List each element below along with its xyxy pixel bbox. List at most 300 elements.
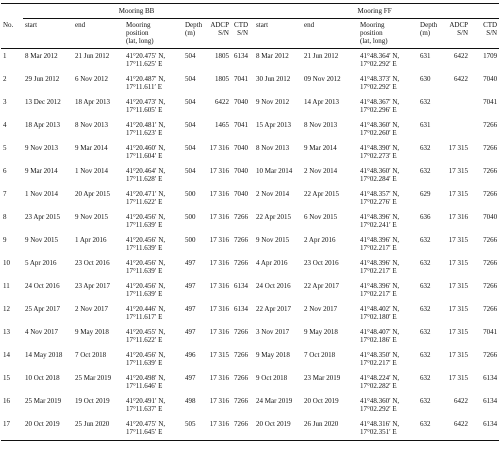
position-lat: 41°20.475′ N, — [126, 52, 166, 60]
position-lat: 41°48.402′ N, — [360, 305, 400, 313]
cell-ff-end: 9 May 2018 — [304, 328, 338, 336]
cell-ff-position — [358, 49, 418, 73]
header-bb-adcp: ADCP S/N — [210, 21, 229, 37]
position-lon: 17°11.625′ E — [126, 60, 163, 68]
table-row — [1, 187, 499, 210]
cell-bb-depth: 504 — [185, 98, 196, 106]
table-row — [1, 348, 499, 371]
table-row — [1, 164, 499, 187]
cell-ff-end: 2 Nov 2014 — [304, 167, 338, 175]
position-lat: 41°20.456′ N, — [126, 213, 166, 221]
header-ff-start: start — [256, 21, 269, 29]
cell-no: 11 — [3, 282, 10, 290]
cell-bb-depth: 504 — [185, 167, 196, 175]
position-lon: 17°02.241′ E — [360, 221, 397, 229]
header-bb-start: start — [25, 21, 38, 29]
table-row — [1, 394, 499, 417]
cell-bb-position — [124, 72, 183, 95]
table-row — [1, 95, 499, 118]
position-lon: 17°02.292′ E — [360, 405, 397, 413]
cell-ff-start: 9 Oct 2018 — [256, 374, 288, 382]
cell-ff-start: 9 May 2018 — [256, 351, 290, 359]
cell-ff-position — [358, 141, 418, 164]
position-lat: 41°48.350′ N, — [360, 351, 400, 359]
cell-bb-start: 5 Apr 2016 — [25, 259, 57, 267]
cell-bb-end: 9 Mar 2014 — [75, 144, 108, 152]
cell-ff-ctd: 6134 — [470, 417, 499, 441]
cell-bb-position — [124, 279, 183, 302]
cell-ff-adcp — [443, 118, 470, 141]
position-lat: 41°48.396′ N, — [360, 213, 400, 221]
cell-ff-adcp: 17 315 — [448, 328, 469, 336]
cell-bb-ctd: 7040 — [234, 190, 249, 198]
cell-bb-end: 9 May 2018 — [75, 328, 109, 336]
cell-bb-ctd: 6134 — [234, 305, 249, 313]
position-lon: 17°11.622′ E — [126, 198, 163, 206]
cell-bb-end: 7 Oct 2018 — [75, 351, 107, 359]
header-mooring-bb: Mooring BB — [23, 4, 250, 19]
header-bb-position: Mooring position (lat, long) — [126, 21, 154, 45]
cell-ff-end: 26 Jun 2020 — [302, 417, 358, 441]
cell-bb-adcp: 17 316 — [209, 397, 229, 405]
position-lat: 41°20.471′ N, — [126, 190, 166, 198]
cell-ff-adcp: 17 315 — [448, 236, 469, 244]
table-row — [1, 72, 499, 95]
cell-bb-start: 23 Apr 2015 — [25, 213, 60, 221]
cell-ff-ctd: 7266 — [483, 236, 498, 244]
cell-ff-start: 8 Nov 2013 — [256, 144, 290, 152]
header-ff-ctd: CTD S/N — [483, 21, 498, 37]
cell-bb-position — [124, 95, 183, 118]
cell-bb-end: 20 Apr 2015 — [75, 190, 110, 198]
cell-ff-ctd: 7266 — [483, 351, 498, 359]
cell-bb-position — [124, 164, 183, 187]
table-row — [1, 302, 499, 325]
cell-bb-position — [124, 210, 183, 233]
cell-bb-ctd: 7266 — [234, 328, 249, 336]
cell-no: 6 — [3, 167, 7, 175]
cell-no: 14 — [3, 351, 10, 359]
cell-bb-adcp: 1465 — [215, 121, 229, 129]
cell-ff-adcp: 6422 — [454, 52, 469, 60]
position-lon: 17°02.292′ E — [360, 60, 397, 68]
cell-bb-adcp: 17 316 — [209, 328, 229, 336]
cell-ff-ctd: 7266 — [483, 305, 498, 313]
cell-ff-start: 20 Oct 2019 — [250, 417, 302, 441]
cell-ff-depth: 632 — [420, 236, 431, 244]
table-row — [1, 371, 499, 394]
cell-no: 10 — [3, 259, 10, 267]
cell-bb-ctd: 7266 — [234, 397, 249, 405]
cell-bb-adcp: 6422 — [215, 98, 229, 106]
position-lon: 17°11.645′ E — [126, 428, 163, 436]
cell-ff-start: 22 Apr 2015 — [256, 213, 292, 221]
cell-ff-ctd: 7040 — [483, 213, 498, 221]
table-row — [1, 417, 499, 441]
cell-ff-ctd: 7266 — [483, 190, 498, 198]
cell-no: 1 — [3, 52, 7, 60]
cell-ff-depth: 629 — [420, 190, 431, 198]
cell-bb-ctd: 7266 — [234, 351, 249, 359]
cell-bb-depth: 497 — [185, 259, 196, 267]
cell-ff-depth: 632 — [420, 374, 431, 382]
position-lon: 17°11.611′ E — [126, 83, 163, 91]
position-lon: 17°11.639′ E — [126, 267, 163, 275]
cell-bb-position — [124, 348, 183, 371]
cell-ff-adcp: 17 315 — [448, 305, 469, 313]
table-header — [1, 4, 499, 49]
cell-bb-adcp: 17 316 — [206, 417, 231, 441]
cell-bb-end: 8 Nov 2013 — [75, 121, 109, 129]
cell-bb-depth: 497 — [185, 374, 196, 382]
cell-ff-adcp: 17 315 — [448, 190, 469, 198]
cell-ff-start: 3 Nov 2017 — [256, 328, 290, 336]
cell-bb-ctd: 7040 — [234, 167, 249, 175]
position-lat: 41°20.456′ N, — [126, 282, 166, 290]
cell-ff-end: 7 Oct 2018 — [304, 351, 336, 359]
cell-ff-end: 9 Mar 2014 — [304, 144, 337, 152]
cell-ff-start: 4 Apr 2016 — [256, 259, 288, 267]
cell-ff-adcp: 17 315 — [448, 282, 469, 290]
cell-bb-start: 4 Nov 2017 — [25, 328, 59, 336]
cell-bb-end: 25 Jun 2020 — [73, 417, 124, 441]
cell-bb-adcp: 17 315 — [209, 351, 229, 359]
cell-ff-ctd: 7266 — [483, 282, 498, 290]
cell-bb-ctd: 7041 — [234, 121, 249, 129]
table-row — [1, 325, 499, 348]
cell-bb-end: 6 Nov 2012 — [75, 75, 109, 83]
cell-bb-start: 9 Nov 2013 — [25, 144, 59, 152]
cell-bb-end: 1 Apr 2016 — [75, 236, 107, 244]
cell-bb-adcp: 17 316 — [209, 305, 229, 313]
cell-no: 12 — [3, 305, 10, 313]
position-lon: 17°11.605′ E — [126, 106, 163, 114]
header-ff-adcp: ADCP S/N — [449, 21, 469, 37]
cell-ff-start: 9 Nov 2012 — [256, 98, 290, 106]
position-lat: 41°48.364′ N, — [360, 52, 400, 60]
position-lon: 17°02.186′ E — [360, 336, 397, 344]
cell-ff-end: 6 Nov 2015 — [304, 213, 338, 221]
position-lon: 17°11.622′ E — [126, 336, 163, 344]
cell-ff-ctd: 7041 — [483, 98, 498, 106]
cell-ff-depth: 636 — [420, 213, 431, 221]
cell-bb-start: 9 Nov 2015 — [25, 236, 59, 244]
cell-ff-adcp: 17 315 — [448, 351, 469, 359]
position-lon: 17°02.282′ E — [360, 382, 397, 390]
cell-ff-position — [358, 371, 418, 394]
position-lon: 17°11.623′ E — [126, 129, 163, 137]
cell-bb-adcp: 1805 — [215, 75, 229, 83]
position-lat: 41°48.316′ N, — [360, 420, 400, 428]
cell-ff-depth: 631 — [420, 121, 431, 129]
cell-bb-start: 13 Dec 2012 — [25, 98, 61, 106]
cell-bb-ctd: 7266 — [234, 374, 249, 382]
cell-bb-end: 25 Mar 2019 — [75, 374, 112, 382]
cell-ff-end: 14 Apr 2013 — [304, 98, 340, 106]
cell-bb-start: 1 Nov 2014 — [25, 190, 59, 198]
header-bb-depth: Depth (m) — [185, 21, 203, 37]
position-lat: 41°48.224′ N, — [360, 374, 400, 382]
cell-ff-adcp: 17 316 — [448, 213, 469, 221]
position-lat: 41°48.360′ N, — [360, 121, 400, 129]
cell-no: 5 — [3, 144, 7, 152]
position-lon: 17°02.276′ E — [360, 198, 397, 206]
cell-bb-start: 25 Apr 2017 — [25, 305, 60, 313]
cell-bb-ctd: 6134 — [234, 282, 249, 290]
cell-bb-depth: 497 — [185, 282, 196, 290]
position-lat: 41°20.456′ N, — [126, 236, 166, 244]
cell-ff-depth: 632 — [420, 328, 431, 336]
header-no: No. — [3, 20, 14, 29]
cell-bb-position — [124, 141, 183, 164]
cell-bb-end: 23 Oct 2016 — [75, 259, 110, 267]
position-lat: 41°20.455′ N, — [126, 328, 166, 336]
position-lat: 41°20.481′ N, — [126, 121, 166, 129]
cell-ff-start: 10 Mar 2014 — [256, 167, 293, 175]
cell-no: 7 — [3, 190, 7, 198]
cell-ff-start: 24 Oct 2016 — [256, 282, 291, 290]
cell-ff-adcp — [443, 95, 470, 118]
cell-ff-ctd: 1709 — [483, 52, 498, 60]
cell-bb-ctd: 7040 — [234, 144, 249, 152]
table-row — [1, 49, 499, 73]
header-bb-end: end — [75, 21, 86, 29]
cell-ff-position — [358, 95, 418, 118]
position-lon: 17°11.617′ E — [126, 313, 163, 321]
cell-bb-depth: 500 — [185, 190, 196, 198]
cell-bb-position — [124, 187, 183, 210]
position-lon: 17°11.639′ E — [126, 244, 163, 252]
header-mooring-ff: Mooring FF — [250, 4, 499, 19]
position-lat: 41°48.357′ N, — [360, 190, 400, 198]
cell-ff-end: 21 Jun 2012 — [304, 52, 339, 60]
cell-bb-depth: 504 — [185, 144, 196, 152]
cell-ff-depth: 631 — [420, 52, 431, 60]
cell-ff-depth: 632 — [420, 98, 431, 106]
cell-bb-start: 14 May 2018 — [25, 351, 63, 359]
cell-ff-depth: 632 — [420, 259, 431, 267]
position-lat: 41°20.487′ N, — [126, 75, 166, 83]
position-lat: 41°48.396′ N, — [360, 259, 400, 267]
cell-no: 17 — [1, 417, 23, 441]
cell-ff-adcp: 6422 — [454, 75, 469, 83]
cell-ff-adcp: 6422 — [454, 397, 469, 405]
cell-bb-end: 9 Nov 2015 — [75, 213, 109, 221]
cell-bb-end: 2 Nov 2017 — [75, 305, 109, 313]
cell-ff-start: 2 Nov 2014 — [256, 190, 290, 198]
cell-bb-start: 18 Apr 2013 — [25, 121, 60, 129]
position-lon: 17°11.604′ E — [126, 152, 163, 160]
position-lon: 17°02.217′ E — [360, 359, 397, 367]
cell-ff-adcp: 6422 — [443, 417, 470, 441]
header-ff-position: Mooring position (lat, long) — [360, 21, 388, 45]
position-lon: 17°02.292′ E — [360, 83, 397, 91]
position-lat: 41°20.498′ N, — [126, 374, 166, 382]
cell-bb-end: 1 Nov 2014 — [75, 167, 109, 175]
position-lon: 17°02.217′ E — [360, 290, 397, 298]
position-lat: 41°48.407′ N, — [360, 328, 400, 336]
cell-bb-depth: 500 — [185, 213, 196, 221]
position-lon: 17°11.639′ E — [126, 359, 163, 367]
cell-ff-start: 15 Apr 2013 — [256, 121, 292, 129]
position-lon: 17°02.296′ E — [360, 106, 397, 114]
position-lat: 41°20.464′ N, — [126, 167, 166, 175]
table-row — [1, 256, 499, 279]
cell-ff-ctd: 7266 — [483, 259, 498, 267]
cell-ff-depth: 632 — [420, 351, 431, 359]
cell-no: 3 — [3, 98, 7, 106]
cell-ff-ctd: 6134 — [483, 397, 498, 405]
cell-bb-depth: 504 — [185, 75, 196, 83]
cell-ff-start: 24 Mar 2019 — [256, 397, 293, 405]
table-row — [1, 279, 499, 302]
header-bb-ctd: CTD S/N — [234, 21, 249, 37]
cell-bb-end: 18 Apr 2013 — [75, 98, 110, 106]
cell-bb-position — [124, 49, 183, 73]
cell-ff-end: 09 Nov 2012 — [304, 75, 341, 83]
cell-bb-start: 8 Mar 2012 — [25, 52, 58, 60]
position-lat: 41°20.491′ N, — [126, 397, 166, 405]
position-lon: 17°11.646′ E — [126, 382, 163, 390]
position-lat: 41°20.473′ N, — [126, 98, 166, 106]
position-lat: 41°48.360′ N, — [360, 397, 400, 405]
cell-ff-depth: 632 — [420, 144, 431, 152]
header-spacer — [1, 4, 23, 19]
position-lon: 17°11.637′ E — [126, 405, 163, 413]
position-lon: 17°11.639′ E — [126, 221, 163, 229]
cell-bb-position — [124, 302, 183, 325]
cell-ff-end: 23 Mar 2019 — [304, 374, 341, 382]
cell-bb-start: 10 Oct 2018 — [25, 374, 60, 382]
position-lon: 17°02.351′ E — [360, 428, 397, 436]
cell-ff-depth: 630 — [420, 75, 431, 83]
cell-ff-position — [358, 279, 418, 302]
table-body — [1, 49, 499, 441]
cell-ff-end: 2 Apr 2016 — [304, 236, 336, 244]
position-lon: 17°02.180′ E — [360, 313, 397, 321]
position-lat: 41°48.390′ N, — [360, 144, 400, 152]
cell-ff-ctd: 7266 — [483, 167, 498, 175]
position-lon: 17°11.639′ E — [126, 290, 163, 298]
position-lon: 17°02.217′ E — [360, 267, 397, 275]
cell-ff-position — [358, 348, 418, 371]
position-lat: 41°20.456′ N, — [126, 259, 166, 267]
cell-bb-adcp: 17 316 — [209, 213, 229, 221]
cell-bb-adcp: 17 316 — [209, 374, 229, 382]
cell-bb-ctd: 7266 — [234, 213, 249, 221]
cell-ff-end: 2 Nov 2017 — [304, 305, 338, 313]
cell-bb-ctd: 7266 — [234, 259, 249, 267]
cell-bb-depth: 504 — [185, 121, 196, 129]
cell-ff-end: 20 Oct 2019 — [304, 397, 339, 405]
cell-ff-start: 30 Jun 2012 — [256, 75, 291, 83]
cell-bb-start: 24 Oct 2016 — [25, 282, 60, 290]
position-lon: 17°02.273′ E — [360, 152, 397, 160]
position-lat: 41°20.460′ N, — [126, 144, 166, 152]
position-lon: 17°02.284′ E — [360, 175, 397, 183]
cell-bb-position — [124, 417, 183, 441]
position-lon: 17°02.217′ E — [360, 244, 397, 252]
position-lat: 41°20.456′ N, — [126, 351, 166, 359]
position-lat: 41°20.446′ N, — [126, 305, 166, 313]
cell-bb-end: 21 Jun 2012 — [75, 52, 110, 60]
cell-ff-position — [358, 256, 418, 279]
cell-ff-position — [358, 394, 418, 417]
cell-ff-depth: 632 — [418, 417, 443, 441]
cell-bb-position — [124, 118, 183, 141]
table-row — [1, 210, 499, 233]
cell-ff-start: 8 Mar 2012 — [256, 52, 289, 60]
cell-no: 9 — [3, 236, 7, 244]
cell-bb-start: 9 Mar 2014 — [25, 167, 58, 175]
cell-ff-ctd: 7266 — [483, 121, 498, 129]
cell-ff-start: 22 Apr 2017 — [256, 305, 292, 313]
cell-ff-position — [358, 233, 418, 256]
cell-bb-ctd: 7266 — [231, 417, 250, 441]
position-lat: 41°20.475′ N, — [126, 420, 166, 428]
cell-bb-start: 25 Mar 2019 — [25, 397, 62, 405]
cell-bb-start: 20 Oct 2019 — [23, 417, 73, 441]
cell-bb-adcp: 17 316 — [209, 236, 229, 244]
position-lat: 41°48.396′ N, — [360, 236, 400, 244]
cell-ff-ctd: 7041 — [483, 328, 498, 336]
cell-ff-depth: 632 — [420, 305, 431, 313]
cell-bb-adcp: 17 316 — [209, 167, 229, 175]
position-lat: 41°48.373′ N, — [360, 75, 400, 83]
cell-ff-adcp: 17 315 — [448, 259, 469, 267]
cell-ff-depth: 632 — [420, 282, 431, 290]
cell-ff-position — [358, 210, 418, 233]
cell-no: 13 — [3, 328, 10, 336]
position-lon: 17°11.628′ E — [126, 175, 163, 183]
cell-bb-ctd: 6134 — [234, 52, 249, 60]
cell-bb-position — [124, 371, 183, 394]
cell-bb-depth: 504 — [185, 52, 196, 60]
cell-ff-position — [358, 325, 418, 348]
cell-no: 2 — [3, 75, 7, 83]
header-ff-depth: Depth (m) — [420, 21, 438, 37]
position-lon: 17°02.260′ E — [360, 129, 397, 137]
cell-ff-end: 22 Apr 2017 — [304, 282, 340, 290]
cell-ff-ctd: 7040 — [483, 75, 498, 83]
cell-ff-adcp: 17 315 — [448, 374, 469, 382]
cell-bb-adcp: 1805 — [215, 52, 229, 60]
cell-bb-position — [124, 256, 183, 279]
position-lat: 41°48.360′ N, — [360, 167, 400, 175]
table-row — [1, 118, 499, 141]
cell-bb-adcp: 17 316 — [209, 144, 229, 152]
table-row — [1, 233, 499, 256]
cell-ff-end: 8 Nov 2013 — [304, 121, 338, 129]
cell-ff-depth: 632 — [420, 167, 431, 175]
cell-bb-depth: 496 — [185, 351, 196, 359]
cell-bb-start: 29 Jun 2012 — [25, 75, 60, 83]
cell-ff-position — [358, 164, 418, 187]
header-ff-end: end — [304, 21, 315, 29]
cell-ff-position — [358, 417, 418, 441]
cell-ff-depth: 632 — [420, 397, 431, 405]
cell-bb-position — [124, 394, 183, 417]
mooring-table — [1, 3, 499, 441]
cell-bb-ctd: 7041 — [234, 75, 249, 83]
cell-bb-depth: 500 — [185, 236, 196, 244]
cell-bb-end: 23 Apr 2017 — [75, 282, 110, 290]
position-lat: 41°48.396′ N, — [360, 282, 400, 290]
cell-no: 4 — [3, 121, 7, 129]
cell-ff-end: 23 Oct 2016 — [304, 259, 339, 267]
cell-bb-end: 19 Oct 2019 — [75, 397, 110, 405]
cell-bb-adcp: 17 316 — [209, 282, 229, 290]
